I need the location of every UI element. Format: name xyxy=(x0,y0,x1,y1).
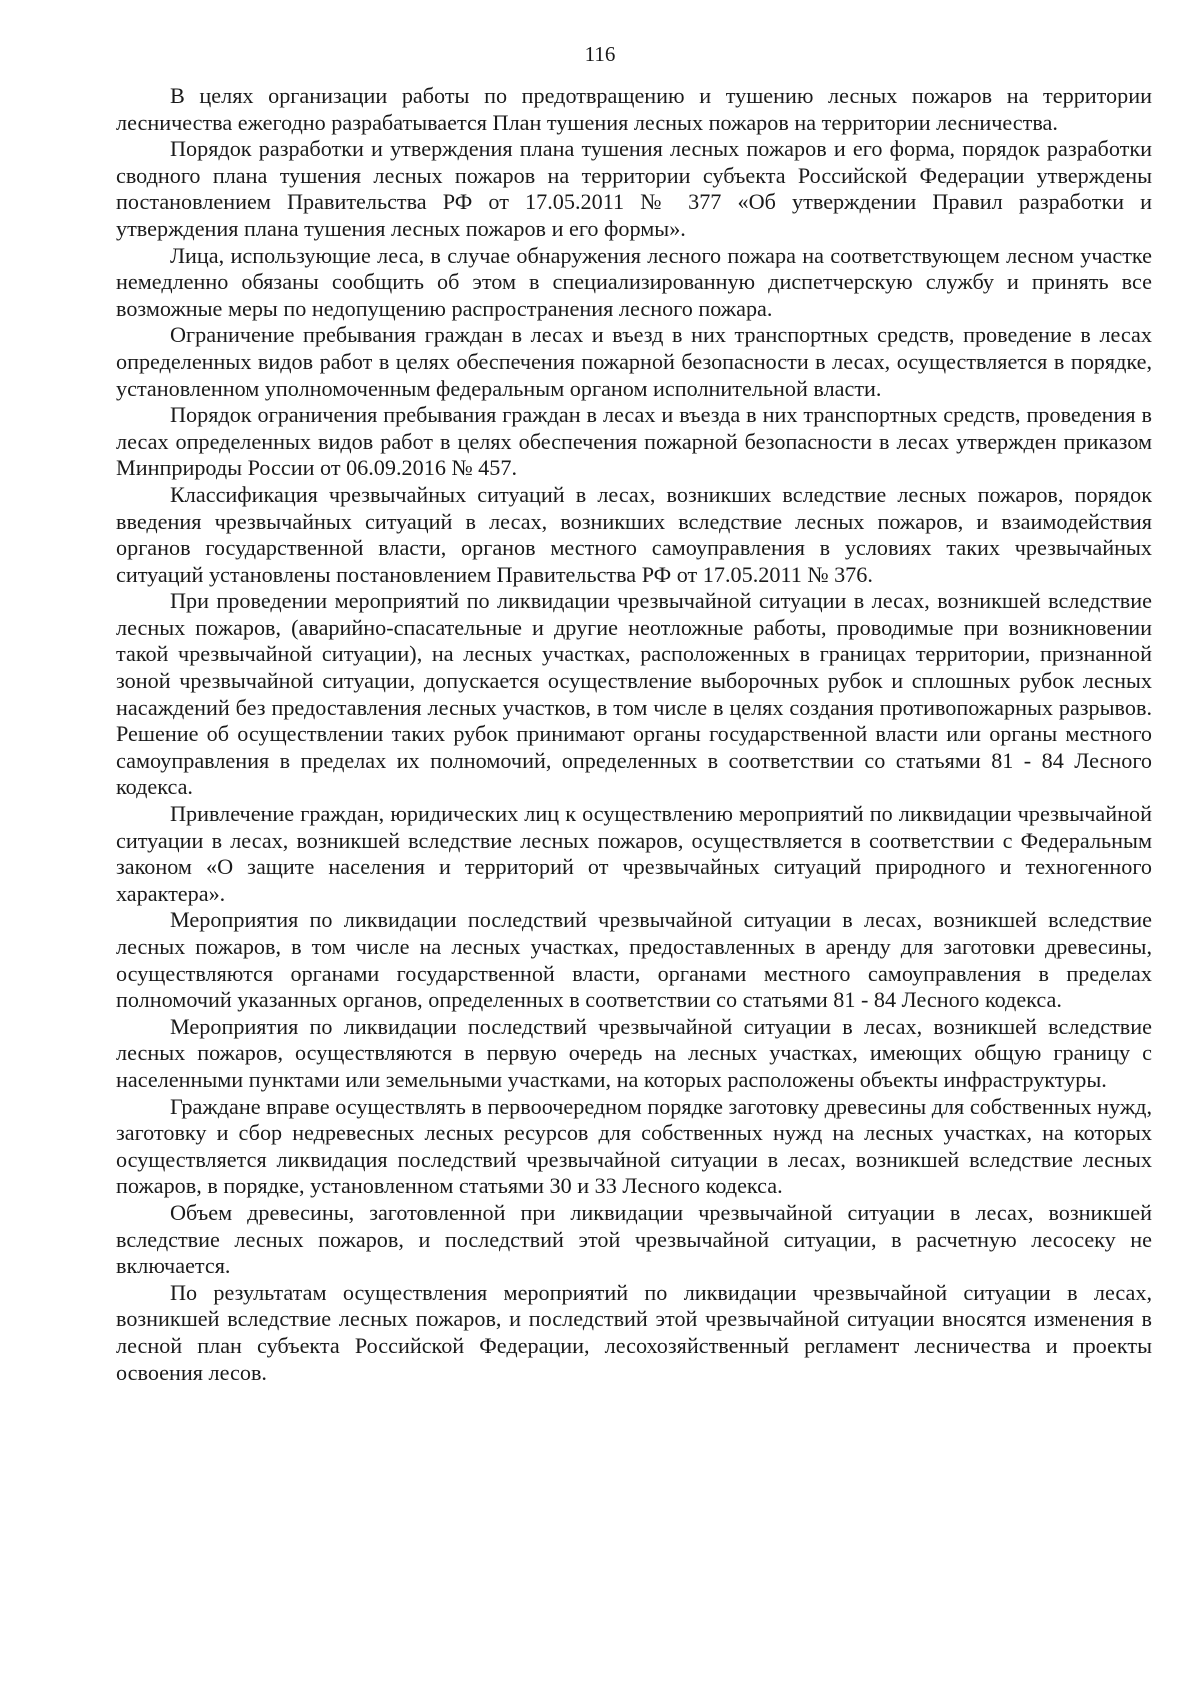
paragraph: Порядок разработки и утверждения плана тушения лесных пожаров и его форма, порядок разработки сводного плана тушения лесных пожаров на территории субъекта Российской Федерации утверждены постановлением Правительства РФ от 17.05.2011 № 377 «Об утверждении Правил разработки и утверждения плана тушения лесных пожаров и его формы». xyxy=(116,136,1152,241)
paragraph: При проведении мероприятий по ликвидации чрезвычайной ситуации в лесах, возникшей вследствие лесных пожаров, (аварийно-спасательные и другие неотложные работы, проводимые при возникновении такой чрезвычайной ситуации), на лесных участках, расположенных в границах территории, признанной зоной чрезвычайной ситуации, допускается осуществление выборочных рубок и сплошных рубок лесных насаждений без предоставления лесных участков, в том числе в целях создания противопожарных разрывов. Решение об осуществлении таких рубок принимают органы государственной власти или органы местного самоуправления в пределах их полномочий, определенных в соответствии со статьями 81 - 84 Лесного кодекса. xyxy=(116,588,1152,800)
paragraph: Лица, использующие леса, в случае обнаружения лесного пожара на соответствующем лесном участке немедленно обязаны сообщить об этом в специализированную диспетчерскую службу и принять все возможные меры по недопущению распространения лесного пожара. xyxy=(116,242,1152,321)
paragraph: По результатам осуществления мероприятий по ликвидации чрезвычайной ситуации в лесах, возникшей вследствие лесных пожаров, и последствий этой чрезвычайной ситуации вносятся изменения в лесной план субъекта Российской Федерации, лесохозяйственный регламент лесничества и проекты освоения лесов. xyxy=(116,1279,1152,1385)
paragraph: Граждане вправе осуществлять в первоочередном порядке заготовку древесины для собственных нужд, заготовку и сбор недревесных лесных ресурсов для собственных нужд на лесных участках, на которых осуществляется ликвидация последствий чрезвычайной ситуации в лесах, возникшей вследствие лесных пожаров, в порядке, установленном статьями 30 и 33 Лесного кодекса. xyxy=(116,1093,1152,1199)
paragraph: Порядок ограничения пребывания граждан в лесах и въезда в них транспортных средств, проведения в лесах определенных видов работ в целях обеспечения пожарной безопасности в лесах утвержден приказом Минприроды России от 06.09.2016 № 457. xyxy=(116,402,1152,481)
paragraph: Мероприятия по ликвидации последствий чрезвычайной ситуации в лесах, возникшей вследствие лесных пожаров, в том числе на лесных участках, предоставленных в аренду для заготовки древесины, осуществляются органами государственной власти, органами местного самоуправления в пределах полномочий указанных органов, определенных в соответствии со статьями 81 - 84 Лесного кодекса. xyxy=(116,907,1152,1013)
paragraph: В целях организации работы по предотвращению и тушению лесных пожаров на территории лесничества ежегодно разрабатывается План тушения лесных пожаров на территории лесничества. xyxy=(116,83,1152,135)
paragraph: Ограничение пребывания граждан в лесах и въезд в них транспортных средств, проведение в лесах определенных видов работ в целях обеспечения пожарной безопасности в лесах, осуществляется в порядке, установленном уполномоченным федеральным органом исполнительной власти. xyxy=(116,322,1152,401)
paragraph: Классификация чрезвычайных ситуаций в лесах, возникших вследствие лесных пожаров, порядок введения чрезвычайных ситуаций в лесах, возникших вследствие лесных пожаров, и взаимодействия органов государственной власти, органов местного самоуправления в условиях таких чрезвычайных ситуаций установлены постановлением Правительства РФ от 17.05.2011 № 376. xyxy=(116,481,1152,587)
page-number: 116 xyxy=(584,42,616,66)
paragraph: Мероприятия по ликвидации последствий чрезвычайной ситуации в лесах, возникшей вследствие лесных пожаров, осуществляются в первую очередь на лесных участках, имеющих общую границу с населенными пунктами или земельными участками, на которых расположены объекты инфраструктуры. xyxy=(116,1013,1152,1092)
paragraph: Привлечение граждан, юридических лиц к осуществлению мероприятий по ликвидации чрезвычайной ситуации в лесах, возникшей вследствие лесных пожаров, осуществляется в соответствии с Федеральным законом «О защите населения и территорий от чрезвычайных ситуаций природного и техногенного характера». xyxy=(116,801,1152,906)
paragraph: Объем древесины, заготовленной при ликвидации чрезвычайной ситуации в лесах, возникшей вследствие лесных пожаров, и последствий этой чрезвычайной ситуации, в расчетную лесосеку не включается. xyxy=(116,1199,1152,1279)
document-body xyxy=(116,83,1152,1386)
